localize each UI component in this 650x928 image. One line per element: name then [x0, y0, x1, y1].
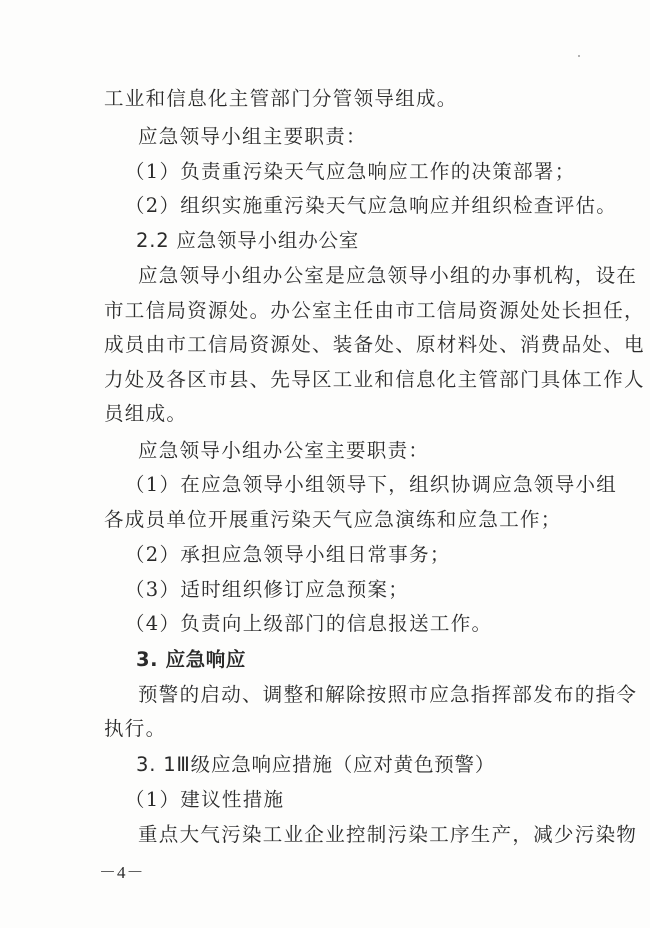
text-line-7: 市工信局资源处。办公室主任由市工信局资源处处长担任，: [104, 299, 645, 322]
section-heading-3: 3. 应急响应: [136, 648, 246, 671]
text-line-12: （1）在应急领导小组领导下，组织协调应急领导小组: [125, 473, 618, 496]
section-heading-3-1: 3. 1Ⅲ级应急响应措施（应对黄色预警）: [136, 753, 496, 776]
page-number: －4－: [99, 863, 145, 882]
section-heading-2-2: 2.2 应急领导小组办公室: [136, 229, 360, 252]
text-line-8: 成员由市工信局资源处、装备处、原材料处、消费品处、电: [104, 333, 645, 356]
text-line-15: （3）适时组织修订应急预案；: [125, 578, 410, 601]
text-line-1: 工业和信息化主管部门分管领导组成。: [104, 87, 458, 110]
text-line-6: 应急领导小组办公室是应急领导小组的办事机构，设在: [138, 264, 638, 287]
text-line-9: 力处及各区市县、先导区工业和信息化主管部门具体工作人: [104, 368, 645, 391]
text-line-18: 预警的启动、调整和解除按照市应急指挥部发布的指令: [138, 683, 638, 706]
text-line-11: 应急领导小组办公室主要职责：: [138, 439, 430, 462]
text-line-3: （1）负责重污染天气应急响应工作的决策部署；: [125, 160, 576, 183]
text-line-2: 应急领导小组主要职责：: [138, 125, 367, 148]
text-line-16: （4）负责向上级部门的信息报送工作。: [125, 612, 493, 635]
text-line-21: （1）建议性措施: [125, 788, 285, 811]
scan-speck: [578, 55, 580, 57]
text-line-10: 员组成。: [104, 402, 188, 425]
text-line-13: 各成员单位开展重污染天气应急演练和应急工作；: [104, 508, 562, 531]
text-line-19: 执行。: [104, 717, 167, 740]
text-line-4: （2）组织实施重污染天气应急响应并组织检查评估。: [125, 194, 618, 217]
text-line-14: （2）承担应急领导小组日常事务；: [125, 543, 451, 566]
text-line-22: 重点大气污染工业企业控制污染工序生产，减少污染物: [138, 823, 638, 846]
